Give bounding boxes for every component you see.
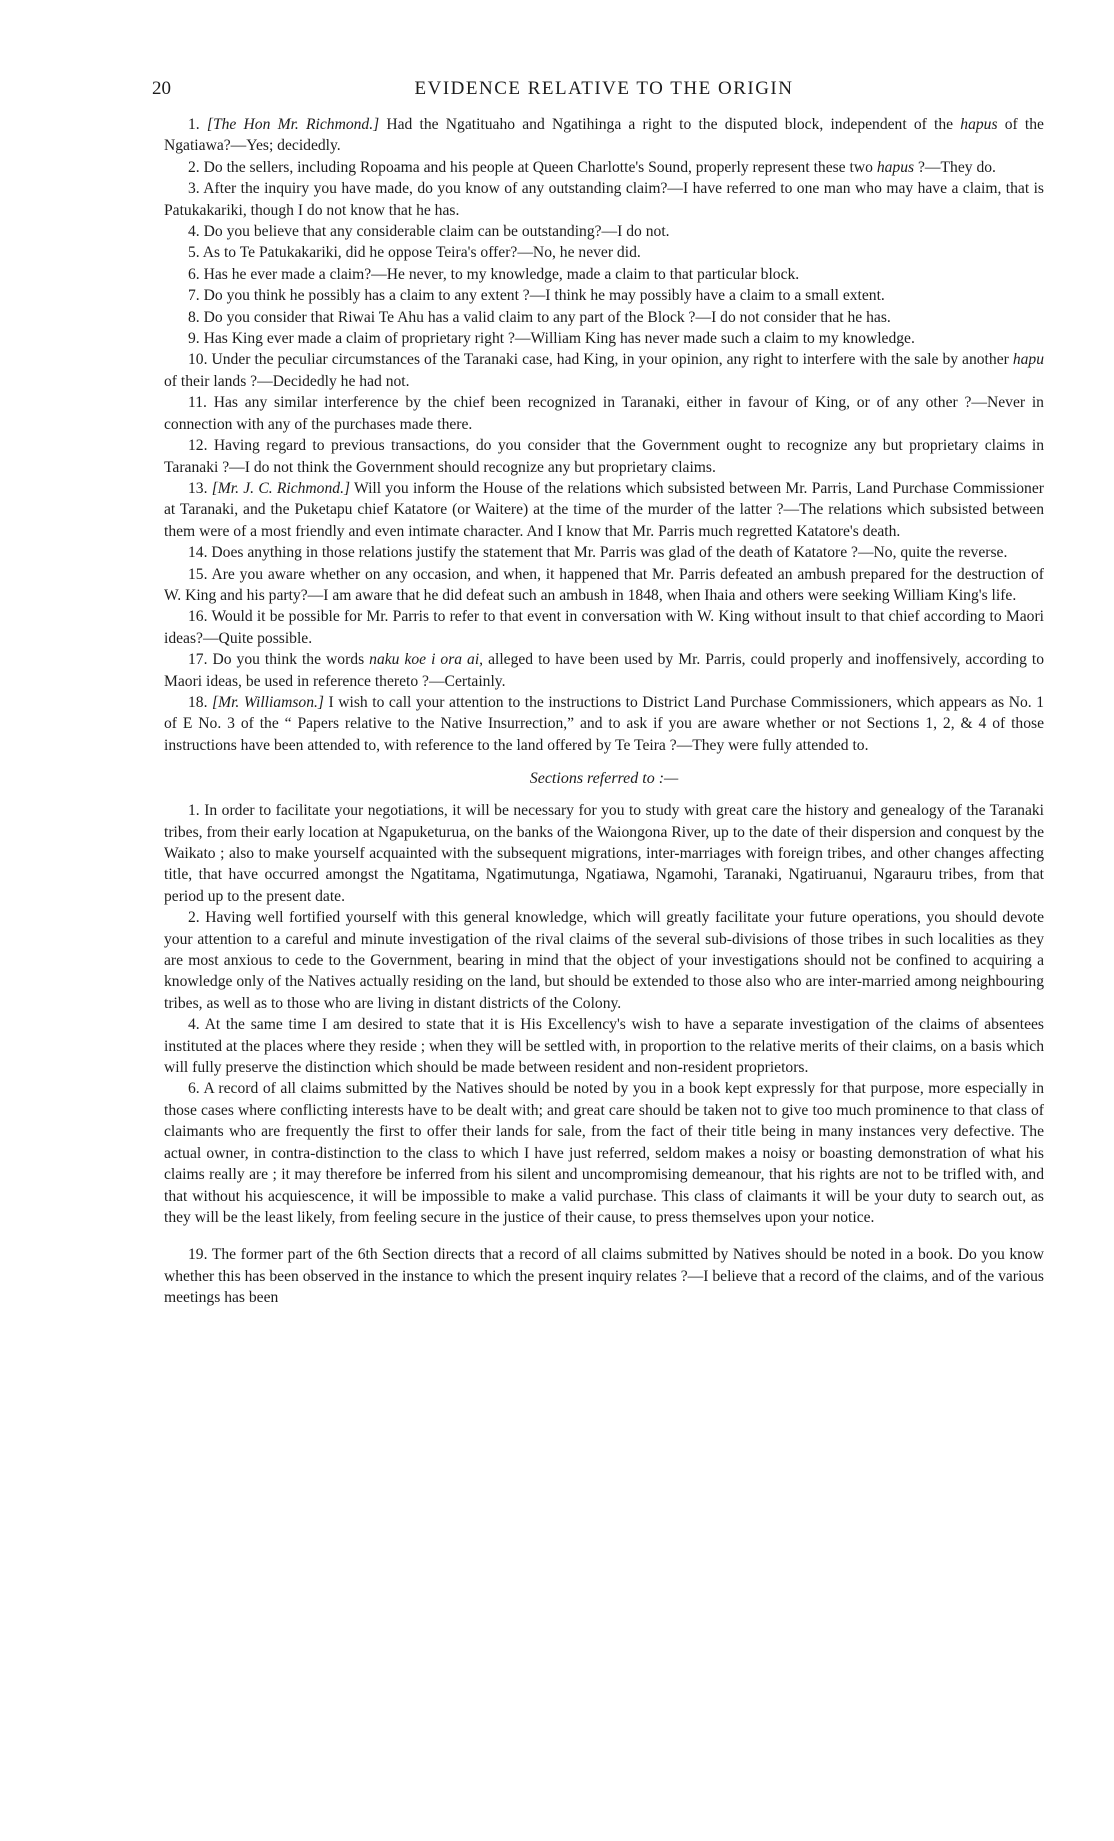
questions-list [164,114,1044,756]
question-text: After the inquiry you have made, do you know of any outstanding claim?—I have referred to one man who may have a claim, that is Patukakariki, though I do not know that he has. [164,180,1044,219]
question-text: Has King ever made a claim of proprietary right ?—William King has never made such a claim to my knowledge. [203,330,915,348]
question-number: 4. [188,223,200,241]
document-page [152,78,1045,1309]
question-text: Are you aware whether on any occasion, and when, it happened that Mr. Parris defeated an ambush prepared for the destruction of W. King and his party?—I am aware that he did defeat such an ambush in 1848, when Ihaia and others were seeking William King's life. [164,565,1044,604]
section-text: Having well fortified yourself with this general knowledge, which will greatly facilitate your future operations, you should devote your attention to a careful and minute investigation of the rival claims of the several sub-divisions of those tribes in such localities as they are most anxious to cede to the Government, bearing in mind that the object of your investigations should not be confined to acquiring a knowledge only of the Natives actually residing on the land, but should be extended to those also who are inter-married among neighbouring tribes, as well as to those who are living in distant districts of the Colony. [164,909,1044,1012]
section-number: 6. [188,1080,200,1098]
question-text: Will you inform the House of the relations which subsisted between Mr. Parris, Land Purchase Commissioner at Taranaki, and the Puketapu chief Katatore (or Waitere) at the time of the murder of the latter ?—The relations which subsisted between them were of a most friendly and even intimate character. And I know that Mr. Parris much regretted Katatore's death. [164,479,1044,540]
question-item [164,392,1044,435]
maori-term: hapus [960,116,998,133]
question-text: Having regard to previous transactions, do you consider that the Government ought to recognize any but proprietary claims in Taranaki ?—I do not think the Government should recognize any but proprietary claims. [164,437,1044,476]
section-item [164,800,1044,907]
question-item [164,307,1044,328]
question-item [164,264,1044,285]
question-item [164,328,1044,349]
question-number: 19. [188,1246,208,1264]
question-text: Do you consider that Riwai Te Ahu has a valid claim to any part of the Block ?—I do not consider that he has. [203,308,891,326]
sections-list [164,800,1044,1228]
question-text: Do you believe that any considerable claim can be outstanding?—I do not. [203,223,670,241]
question-text: Do you think the words [212,651,365,669]
question-text: As to Te Patukakariki, did he oppose Teira's offer?—No, he never did. [202,244,641,262]
question-item [164,692,1044,756]
question-text: Would it be possible for Mr. Parris to refer to that event in conversation with W. King without insult to that chief according to Maori ideas?—Quite possible. [164,608,1044,647]
question-item [164,285,1044,306]
question-text: Does anything in those relations justify the statement that Mr. Parris was glad of the death of Katatore ?—No, quite the reverse. [211,544,1008,562]
question-answer: of the Ngatiawa?—Yes; decidedly. [164,116,1044,155]
speaker-name: [Mr. J. C. Richmond.] [211,479,351,497]
question-number: 17. [188,651,208,669]
question-item [164,178,1044,221]
question-answer: of their lands ?—Decidedly he had not. [164,372,410,390]
section-number: 4. [188,1016,200,1034]
question-text: Do the sellers, including Ropoama and his people at Queen Charlotte's Sound, properly represent these two [203,158,873,176]
question-answer: alleged to have been used by Mr. Parris, could properly and inoffensively, according to Maori ideas, be used in reference thereto ?—Certainly. [164,651,1045,690]
question-text: Has any similar interference by the chief been recognized in Taranaki, either in favour of King, or of any other ?—Never in connection with any of the purchases made there. [164,394,1044,433]
section-text: At the same time I am desired to state that it is His Excellency's wish to have a separate investigation of the claims of absentees instituted at the places where they reside ; when they will be settled with, in proportion to the relative merits of their claims, on a basis which will fully preserve the distinction which should be made between resident and non-resident proprietors. [164,1016,1044,1077]
question-number: 13. [188,479,208,497]
question-text: I wish to call your attention to the instructions to District Land Purchase Commissioners, which appears as No. 1 of E No. 3 of the “ Papers relative to the Native Insurrection,” and to ask if you are aware whether or not Sections 1, 2, & 4 of those instructions have been attended to, with reference to the land offered by Te Teira ?—They were fully attended to. [164,693,1044,754]
question-text: Has he ever made a claim?—He never, to my knowledge, made a claim to that particular block. [203,265,800,283]
section-number: 1. [188,802,200,820]
question-item [164,242,1044,263]
page-number: 20 [152,78,171,99]
question-number: 8. [188,308,200,326]
question-number: 9. [188,330,200,348]
question-number: 2. [188,158,200,176]
speaker-name: [The Hon Mr. Richmond.] [206,116,380,133]
section-number: 2. [188,909,200,927]
question-number: 10. [188,351,208,369]
speaker-name: [Mr. Williamson.] [212,693,324,711]
question-number: 6. [188,265,200,283]
section-item [164,1078,1044,1228]
question-number: 15. [188,565,208,583]
question-item [164,649,1044,692]
question-item [164,157,1044,178]
question-number: 3. [188,180,200,198]
question-19 [164,1244,1044,1308]
question-item [164,221,1044,242]
question-answer: ?—They do. [917,158,996,176]
maori-term: hapus [876,158,915,176]
question-item [164,542,1044,563]
question-item [164,478,1044,542]
question-item [164,349,1044,392]
question-number: 14. [188,544,208,562]
question-text: The former part of the 6th Section directs that a record of all claims submitted by Natives should be noted in a book. Do you know whether this has been observed in the instance to which the present inquiry relates ?—I believe that a record of the claims, and of the various meetings has been [164,1246,1044,1307]
question-text: Do you think he possibly has a claim to any extent ?—I think he may possibly have a claim to a small extent. [203,287,885,305]
question-number: 5. [188,244,200,262]
question-item [164,435,1044,478]
question-text: Had the Ngatituaho and Ngatihinga a right to the disputed block, independent of the [386,116,954,133]
question-number: 1. [188,116,200,133]
question-item [164,606,1044,649]
section-text: In order to facilitate your negotiations, it will be necessary for you to study with great care the history and genealogy of the Taranaki tribes, from their early location at Ngapuketurua, on the banks of the Waiongona River, up to the date of their dispersion and conquest by the Waikato ; also to make yourself acquainted with the subsequent migrations, inter-marriages with foreign tribes, and other changes affecting title, that have occurred amongst the Ngatitama, Ngatimutunga, Ngatiawa, Ngamohi, Taranaki, Ngatiruanui, Ngarauru tribes, from that period up to the present date. [164,802,1044,905]
question-number: 7. [188,287,200,305]
question-item [164,114,1044,157]
question-number: 11. [188,394,207,412]
page-header [152,78,1044,114]
question-number: 18. [188,693,208,711]
section-item [164,1014,1044,1078]
question-number: 12. [188,437,208,455]
sections-heading: Sections referred to :— [529,770,679,788]
section-text: A record of all claims submitted by the Natives should be noted by you in a book kept expressly for that purpose, more especially in those cases where conflicting interests have to be dealt with; and great care should be taken not to give too much prominence to that class of claimants who are frequently the first to offer their lands for sale, from the fact of their title being in many instances very defective. The actual owner, in contra-distinction to the class to which I have just referred, seldom makes a noisy or boasting demonstration of what his claims really are ; it may therefore be inferred from his silent and uncompromising demeanour, that his rights are not to be trifled with, and that without his acquiescence, it will be impossible to make a valid purchase. This class of claimants it will be your duty to search out, as they will be the least likely, from feeling secure in the justice of their cause, to press themselves upon your notice. [164,1080,1044,1226]
maori-term: naku koe i ora ai, [369,651,484,669]
running-head: EVIDENCE RELATIVE TO THE ORIGIN [414,78,794,99]
section-item [164,907,1044,1014]
question-text: Under the peculiar circumstances of the Taranaki case, had King, in your opinion, any right to interfere with the sale by another [211,351,1009,369]
question-number: 16. [188,608,208,626]
question-item [164,564,1044,607]
maori-term: hapu [1012,351,1044,369]
spacer [164,1228,1044,1244]
